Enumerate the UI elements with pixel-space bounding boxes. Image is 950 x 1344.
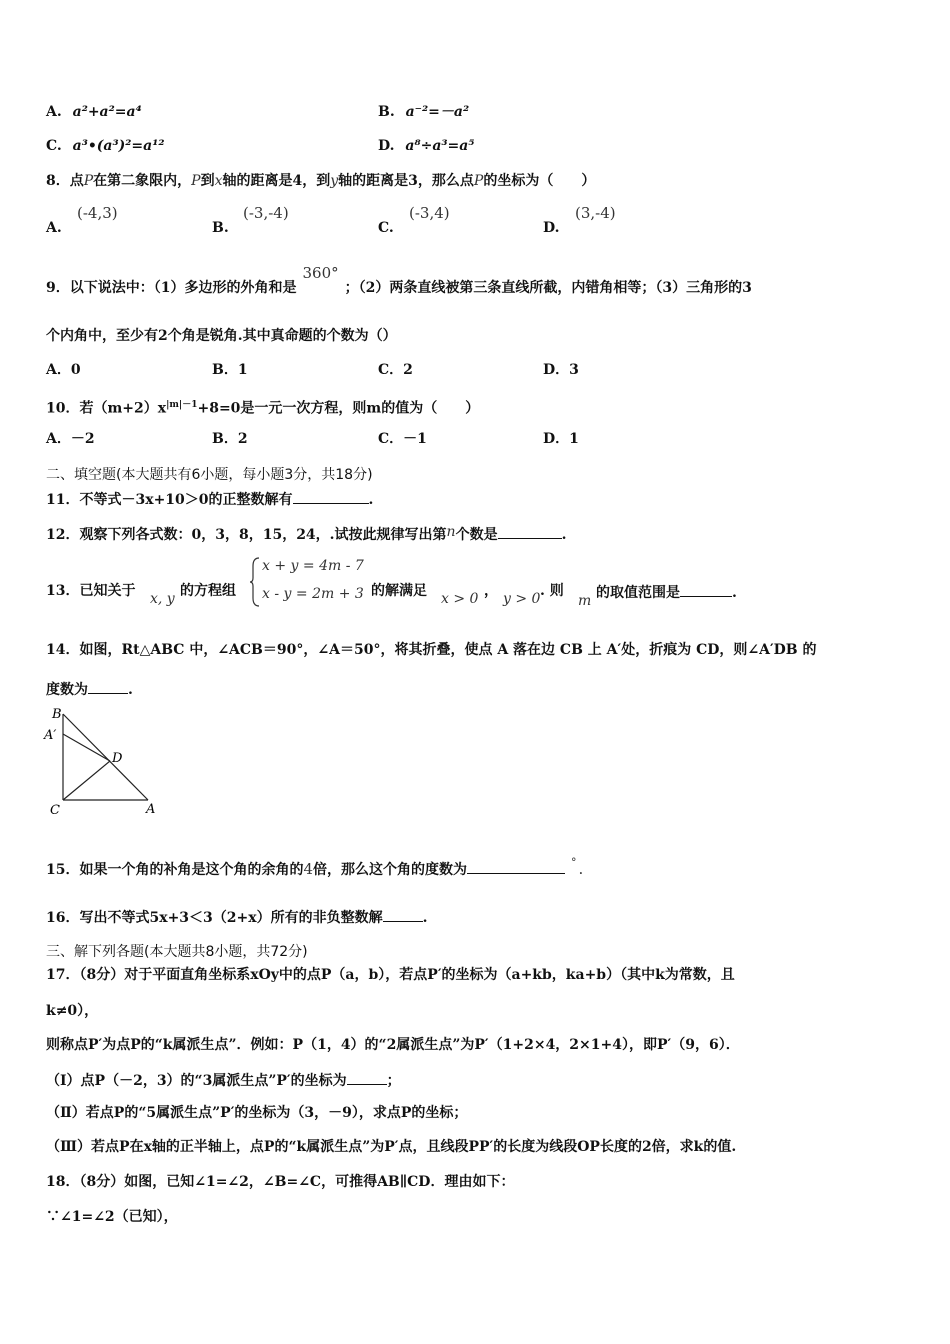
q17-part-1-text: （Ⅰ）点P（－2，3）的“3属派生点”P′的坐标为 [46,1073,347,1089]
q15-number: 4 [303,860,314,878]
q17-part-3: （Ⅲ）若点P在x轴的正半轴上，点P的“k属派生点”为P′点，且线段PP′的长度为线段OP长度的2倍，求k的值. [46,1139,737,1155]
label-b: B [52,707,62,722]
option-math: a⁸÷a³=a⁵ [405,138,475,154]
label-a: A [146,802,156,817]
q8-option-c-value [409,204,450,223]
q8-text-1: 8．点 [46,173,84,189]
q10-exponent: |m|－1 [166,400,198,410]
option-value: (-3,-4) [243,204,289,222]
option-math: a²+a²=a⁴ [72,104,142,120]
option-value: (3,-4) [575,204,616,222]
q17-part-2: （Ⅱ）若点P的“5属派生点”P′的坐标为（3，－9），求点P的坐标； [46,1105,468,1121]
q16-end: . [422,910,428,926]
q16-text: 16．写出不等式5x+3＜3（2+x）所有的非负整数解 [46,910,383,926]
q15-text-1: 15．如果一个角的补角是这个角的余角的 [46,862,304,878]
q17-part-1 [46,1070,401,1090]
q7-option-a [46,103,142,121]
q18-stem-line1: 18．（8分）如图，已知∠1=∠2，∠B=∠C，可推得AB∥CD．理由如下： [46,1174,515,1190]
q13-math-m [578,592,591,610]
label-c: C [50,803,60,818]
q14-stem-line1: 14．如图，Rt△ABC 中，∠ACB＝90°，∠A＝50°，将其折叠，使点 A 落在边 CB 上 A′处，折痕为 CD，则∠A′DB 的 [46,642,817,658]
q8-option-d-value [575,204,616,223]
q17-part-1-blank[interactable] [347,1070,387,1085]
q16-answer-blank[interactable] [383,907,423,922]
q15-text-2: 倍，那么这个角的度数为 [313,862,468,878]
q8-text-5: 轴的距离是3，那么点 [338,173,474,189]
q15-stem [46,856,584,880]
segment-ba [63,714,148,800]
q13-equation-2: x - y = 2m + 3 [262,586,364,602]
section-2-heading: 二、填空题(本大题共有6小题，每小题3分，共18分) [46,467,373,483]
q7-option-d [378,137,474,155]
segment-cd [63,761,110,800]
q14-stem-line2 [46,679,133,699]
q13-equation-1: x + y = 4m - 7 [262,558,364,574]
q8-text-3: 到 [200,173,215,189]
q8-option-a-value [77,204,118,223]
q17-stem-line1: 17．（8分）对于平面直角坐标系xOy中的点P（a，b），若点P′的坐标为（a+kb，ka+b）（其中k为常数，且 [46,967,735,983]
q10-option-c: C．－1 [378,431,427,447]
q8-text-6: 的坐标为（ ） [483,173,596,189]
q13-text-1: 13．已知关于 [46,583,136,599]
q12-math-n: n [446,524,456,540]
q17-stem-line2: k≠0）， [46,1003,99,1019]
math: x, y [150,591,175,607]
q13-comma: ， [484,583,498,599]
q13-text-4: 的取值范围是 [596,585,680,601]
q9-text-2: ；（2）两条直线被第三条直线所截，内错角相等；（3）三角形的3 [344,280,752,296]
q11-stem [46,489,373,509]
q9-option-c: C．2 [378,362,413,378]
q8-option-b-value [243,204,289,223]
q13-answer-blank[interactable] [680,582,732,597]
q9-text-1: 9．以下说法中：（1）多边形的外角和是 [46,280,297,296]
q13-condition-x [441,590,478,608]
q13-condition-y [503,590,540,608]
q8-option-a-label: A. [46,220,62,236]
q13-text-end [596,582,737,602]
q12-text-1: 12．观察下列各式数：0，3，8，15，24，.试按此规律写出第 [46,527,447,543]
q13-text-2: 的方程组 [180,583,236,599]
q18-stem-line2: ∵∠1=∠2（已知）， [46,1209,178,1225]
q11-answer-blank[interactable] [293,489,369,504]
math: y > 0 [503,591,541,607]
q10-option-b: B．2 [212,431,248,447]
option-label: C. [46,138,62,154]
q16-stem [46,907,427,927]
q13-then: . 则 [540,583,564,599]
q9-option-b: B．1 [212,362,248,378]
q8-math-y: y [330,173,339,189]
option-value: (-3,4) [409,204,450,222]
q12-end: . [561,527,567,543]
q13-left-brace [249,556,261,608]
section-3-heading: 三、解下列各题(本大题共8小题，共72分) [46,944,308,960]
q11-text: 11．不等式－3x+10＞0的正整数解有 [46,492,293,508]
q17-part-1-end: ； [386,1073,401,1089]
q13-math-xy [150,590,175,608]
q15-degree: ° [571,856,577,869]
q10-option-d: D．1 [543,431,579,447]
option-label: D. [378,138,395,154]
q14-end: . [128,682,133,698]
q10-stem [46,396,479,418]
q11-end: . [368,492,374,508]
q7-option-b [378,103,469,121]
q12-answer-blank[interactable] [498,524,562,539]
q9-option-a: A．0 [46,362,81,378]
q17-stem-line3: 则称点P′为点P的“k属派生点”．例如：P（1，4）的“2属派生点”为P′（1+2×4，2×1+4），即P′（9，6）． [46,1037,740,1053]
option-label: B. [378,104,395,120]
q15-answer-blank[interactable] [467,859,565,874]
label-a-prime: A′ [44,728,57,743]
q9-stem-line1 [46,264,752,297]
option-label: A. [46,104,62,120]
label-d: D [112,751,123,766]
q10-option-a: A．－2 [46,431,95,447]
math: m [578,593,592,609]
q13-end: . [732,585,737,601]
q8-text-4: 轴的距离是4，到 [222,173,331,189]
q8-math-p: P [83,173,94,189]
q10-text-2: +8=0是一元一次方程，则m的值为（ ） [197,400,480,417]
q10-text-1: 10．若（m+2）x [46,400,167,417]
q13-text-3: 的解满足 [371,583,427,599]
q12-stem [46,524,566,544]
option-value: (-4,3) [77,204,118,222]
q9-degree: 360° [302,264,339,282]
q9-option-d: D．3 [543,362,579,378]
q8-stem [46,172,595,190]
option-math: a⁻²=－a² [405,104,470,120]
q8-math-x: x [214,173,223,189]
q15-end: . [578,860,584,878]
math: x > 0 [441,591,479,607]
q8-option-d-label: D. [543,220,560,236]
q9-stem-line2: 个内角中，至少有2个角是锐角.其中真命题的个数为（） [46,328,397,344]
q14-text: 度数为 [46,682,88,698]
q8-math-p: P [473,173,484,189]
q8-option-b-label: B. [212,220,229,236]
q14-triangle-figure [40,704,160,822]
option-math: a³•(a³)²=a¹² [72,138,165,154]
q8-option-c-label: C. [378,220,394,236]
q7-option-c [46,137,164,155]
q12-text-2: 个数是 [455,527,498,543]
q8-text-2: 在第二象限内， [93,173,192,189]
q8-math-p: P [191,173,201,189]
q14-answer-blank[interactable] [88,679,128,694]
